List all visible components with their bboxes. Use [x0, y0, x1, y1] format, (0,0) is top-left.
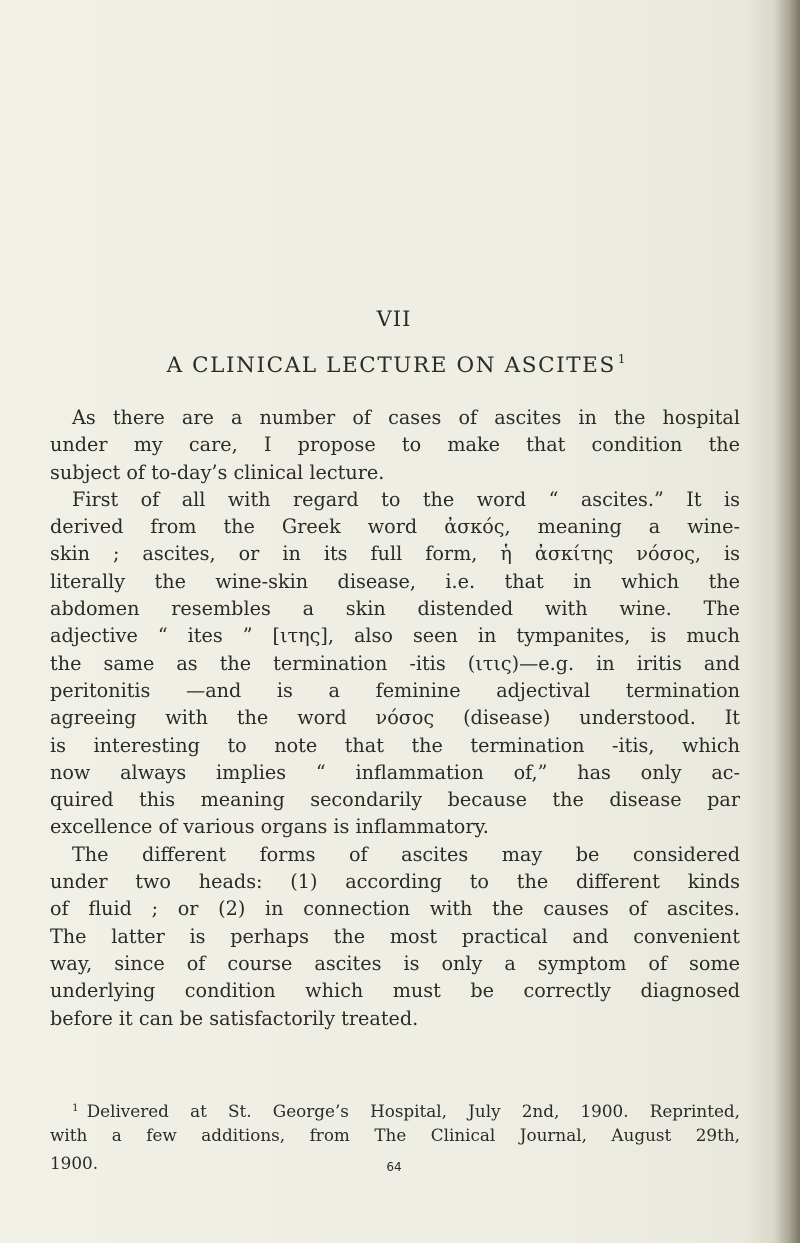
text-line: As there are a number of cases of ascites in the hospital — [72, 406, 740, 429]
chapter-title — [46, 352, 746, 378]
text-line: underlying condition which must be correctly diagnosed — [50, 979, 740, 1003]
text-line: abdomen resembles a skin distended with wine. The — [50, 597, 740, 621]
chapter-title-text: A CLINICAL LECTURE ON ASCITES — [166, 353, 616, 378]
text-line: under two heads: (1) according to the different kinds — [50, 870, 740, 894]
text-line: under my care, I propose to make that condition the — [50, 433, 740, 457]
text-line: derived from the Greek word ἀσκός, meaning a wine- — [50, 515, 740, 539]
text-line: The latter is perhaps the most practical and convenient — [50, 924, 740, 948]
page-number: 64 — [386, 1160, 402, 1174]
footnote-line: with a few additions, from The Clinical Journal, August 29th, — [50, 1125, 740, 1146]
text-line: adjective “ ites ” [ιτης], also seen in tympanites, is much — [50, 624, 740, 648]
page-gutter-shadow — [774, 0, 800, 1243]
text-line: excellence of various organs is inflammatory. — [50, 815, 489, 839]
text-line: way, since of course ascites is only a symptom of some — [50, 951, 740, 975]
text-line: is interesting to note that the termination -itis, which — [50, 733, 740, 757]
text-line: The different forms of ascites may be considered — [72, 842, 740, 866]
text-line: agreeing with the word νόσος (disease) understood. It — [50, 706, 740, 730]
text-line: peritonitis —and is a feminine adjectival termination — [50, 678, 740, 702]
footnote-line-text: Delivered at St. George’s Hospital, July 2nd, 1900. Reprinted, — [86, 1101, 740, 1121]
text-line: the same as the termination -itis (ιτις)—e.g. in iritis and — [50, 651, 740, 675]
text-line: skin ; ascites, or in its full form, ἡ ἀσκίτης νόσος, is — [50, 542, 740, 566]
text-line: quired this meaning secondarily because the disease par — [50, 788, 740, 812]
text-line: of fluid ; or (2) in connection with the causes of ascites. — [50, 897, 740, 921]
text-line: literally the wine-skin disease, i.e. that in which the — [50, 569, 740, 593]
chapter-number: VII — [376, 307, 412, 331]
text-line: subject of to-day’s clinical lecture. — [50, 460, 385, 484]
text-line: now always implies “ inflammation of,” has only ac- — [50, 760, 740, 784]
lecture-body — [50, 404, 740, 1032]
footnote-line — [50, 1096, 740, 1123]
footnote-reference[interactable]: 1 — [617, 352, 626, 366]
footnote-line: 1900. — [50, 1152, 99, 1173]
text-line: before it can be satisfactorily treated. — [50, 1006, 419, 1030]
footnote-mark: 1 — [72, 1102, 79, 1114]
text-line: First of all with regard to the word “ ascites.” It is — [72, 487, 740, 511]
